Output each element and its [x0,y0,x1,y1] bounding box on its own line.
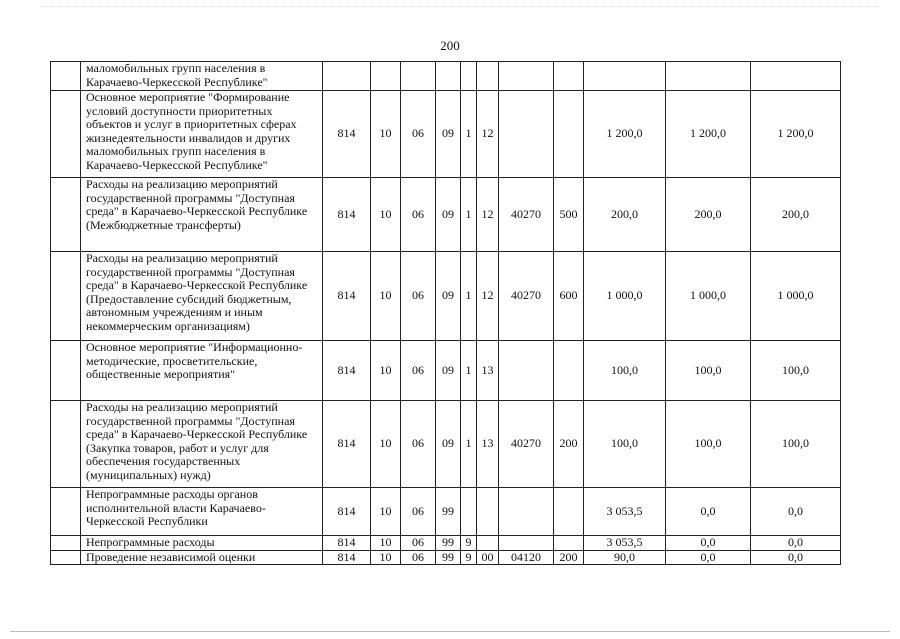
row-cs4-cell [499,91,554,178]
row-name-cell: маломобильных групп населения в Карачаево-Черкесской Республике" [81,62,323,91]
table-row [51,178,841,252]
row-sum3-cell: 0,0 [751,550,841,565]
row-cs1-cell: 09 [436,91,461,178]
row-sum1-cell: 3 053,5 [584,488,666,536]
row-pr-cell: 06 [401,341,436,401]
row-sum3-cell: 1 000,0 [751,252,841,341]
table-row [51,550,841,565]
row-cs2-cell [461,62,477,91]
row-ved-cell: 814 [323,178,371,252]
table-row [51,252,841,341]
row-name-cell: Проведение независимой оценки [81,550,323,565]
row-cs3-cell: 12 [477,252,499,341]
row-name-cell: Основное мероприятие "Формирование условий доступности приоритетных объектов и услуг в приоритетных сферах жизнедеятельности инвалидов и других маломобильных групп населения в Карачаево-Черкесской Республике" [81,91,323,178]
row-blank-cell [51,488,81,536]
row-name-cell: Непрограммные расходы органов исполнительной власти Карачаево-Черкесской Республики [81,488,323,536]
row-vr-cell [554,488,584,536]
row-cs2-cell: 1 [461,178,477,252]
row-cs2-cell: 1 [461,401,477,488]
row-vr-cell [554,91,584,178]
row-sum1-cell: 100,0 [584,341,666,401]
row-cs1-cell: 09 [436,252,461,341]
row-rz-cell: 10 [371,401,401,488]
row-blank-cell [51,252,81,341]
row-ved-cell: 814 [323,401,371,488]
row-cs4-cell: 04120 [499,550,554,565]
row-cs1-cell: 99 [436,488,461,536]
table-row [51,401,841,488]
row-pr-cell: 06 [401,536,436,551]
row-rz-cell: 10 [371,550,401,565]
row-sum2-cell: 100,0 [666,401,751,488]
row-sum2-cell: 100,0 [666,341,751,401]
page-number: 200 [440,38,460,53]
row-ved-cell: 814 [323,252,371,341]
row-sum2-cell: 0,0 [666,488,751,536]
row-name-cell: Расходы на реализацию мероприятий государственной программы "Доступная среда" в Карачаево-Черкесской Республике (Предоставление субсидий бюджетным, автономным учреждениям и иным некоммерческим организациям) [81,252,323,341]
row-sum2-cell [666,62,751,91]
row-cs4-cell [499,341,554,401]
row-ved-cell: 814 [323,488,371,536]
row-sum2-cell: 1 200,0 [666,91,751,178]
row-rz-cell [371,62,401,91]
row-sum2-cell: 1 000,0 [666,252,751,341]
row-pr-cell: 06 [401,401,436,488]
row-cs3-cell: 00 [477,550,499,565]
row-rz-cell: 10 [371,252,401,341]
row-blank-cell [51,62,81,91]
row-pr-cell: 06 [401,91,436,178]
scan-bottom-edge [10,631,890,632]
row-rz-cell: 10 [371,178,401,252]
row-cs4-cell: 40270 [499,178,554,252]
row-cs2-cell: 9 [461,536,477,551]
row-pr-cell: 06 [401,488,436,536]
table-row [51,536,841,551]
row-sum1-cell: 90,0 [584,550,666,565]
row-cs1-cell: 99 [436,536,461,551]
row-cs2-cell: 9 [461,550,477,565]
row-blank-cell [51,401,81,488]
row-cs2-cell: 1 [461,341,477,401]
row-cs3-cell: 13 [477,341,499,401]
row-sum3-cell: 0,0 [751,488,841,536]
row-sum1-cell: 3 053,5 [584,536,666,551]
row-sum3-cell: 100,0 [751,401,841,488]
row-cs1-cell: 09 [436,341,461,401]
row-cs4-cell [499,62,554,91]
row-sum1-cell: 1 000,0 [584,252,666,341]
row-cs1-cell [436,62,461,91]
row-cs1-cell: 99 [436,550,461,565]
table-row [51,62,841,91]
row-sum3-cell: 0,0 [751,536,841,551]
table-row [51,488,841,536]
row-vr-cell [554,62,584,91]
row-cs3-cell: 12 [477,91,499,178]
row-vr-cell [554,536,584,551]
row-sum1-cell: 200,0 [584,178,666,252]
row-sum1-cell [584,62,666,91]
row-vr-cell: 200 [554,401,584,488]
row-pr-cell: 06 [401,178,436,252]
row-pr-cell: 06 [401,550,436,565]
scan-top-edge [40,6,880,7]
row-rz-cell: 10 [371,488,401,536]
row-sum3-cell [751,62,841,91]
row-ved-cell: 814 [323,536,371,551]
row-sum2-cell: 0,0 [666,550,751,565]
row-blank-cell [51,178,81,252]
row-cs1-cell: 09 [436,401,461,488]
row-cs3-cell [477,62,499,91]
row-cs3-cell: 12 [477,178,499,252]
row-name-cell: Расходы на реализацию мероприятий государственной программы "Доступная среда" в Карачаево-Черкесской Республике (Межбюджетные трансферты) [81,178,323,252]
row-sum1-cell: 100,0 [584,401,666,488]
row-sum3-cell: 100,0 [751,341,841,401]
row-sum2-cell: 200,0 [666,178,751,252]
row-sum1-cell: 1 200,0 [584,91,666,178]
row-vr-cell [554,341,584,401]
table-row [51,341,841,401]
row-name-cell: Расходы на реализацию мероприятий государственной программы "Доступная среда" в Карачаево-Черкесской Республике (Закупка товаров, работ и услуг для обеспечения государственных (муниципальных) нужд) [81,401,323,488]
row-cs4-cell: 40270 [499,401,554,488]
row-blank-cell [51,341,81,401]
row-cs2-cell [461,488,477,536]
row-cs3-cell: 13 [477,401,499,488]
row-ved-cell: 814 [323,550,371,565]
row-name-cell: Непрограммные расходы [81,536,323,551]
row-ved-cell: 814 [323,341,371,401]
row-cs2-cell: 1 [461,91,477,178]
row-sum3-cell: 1 200,0 [751,91,841,178]
row-name-cell: Основное мероприятие "Информационно-методические, просветительские, общественные мероприятия" [81,341,323,401]
row-rz-cell: 10 [371,91,401,178]
row-cs1-cell: 09 [436,178,461,252]
row-vr-cell: 200 [554,550,584,565]
row-ved-cell [323,62,371,91]
row-sum3-cell: 200,0 [751,178,841,252]
row-blank-cell [51,91,81,178]
row-vr-cell: 500 [554,178,584,252]
row-blank-cell [51,550,81,565]
row-cs2-cell: 1 [461,252,477,341]
row-ved-cell: 814 [323,91,371,178]
table-row [51,91,841,178]
row-blank-cell [51,536,81,551]
row-pr-cell: 06 [401,252,436,341]
budget-table [50,61,841,565]
row-cs4-cell: 40270 [499,252,554,341]
row-vr-cell: 600 [554,252,584,341]
row-cs4-cell [499,536,554,551]
row-rz-cell: 10 [371,536,401,551]
row-rz-cell: 10 [371,341,401,401]
row-pr-cell [401,62,436,91]
row-cs4-cell [499,488,554,536]
row-cs3-cell [477,536,499,551]
row-cs3-cell [477,488,499,536]
row-sum2-cell: 0,0 [666,536,751,551]
